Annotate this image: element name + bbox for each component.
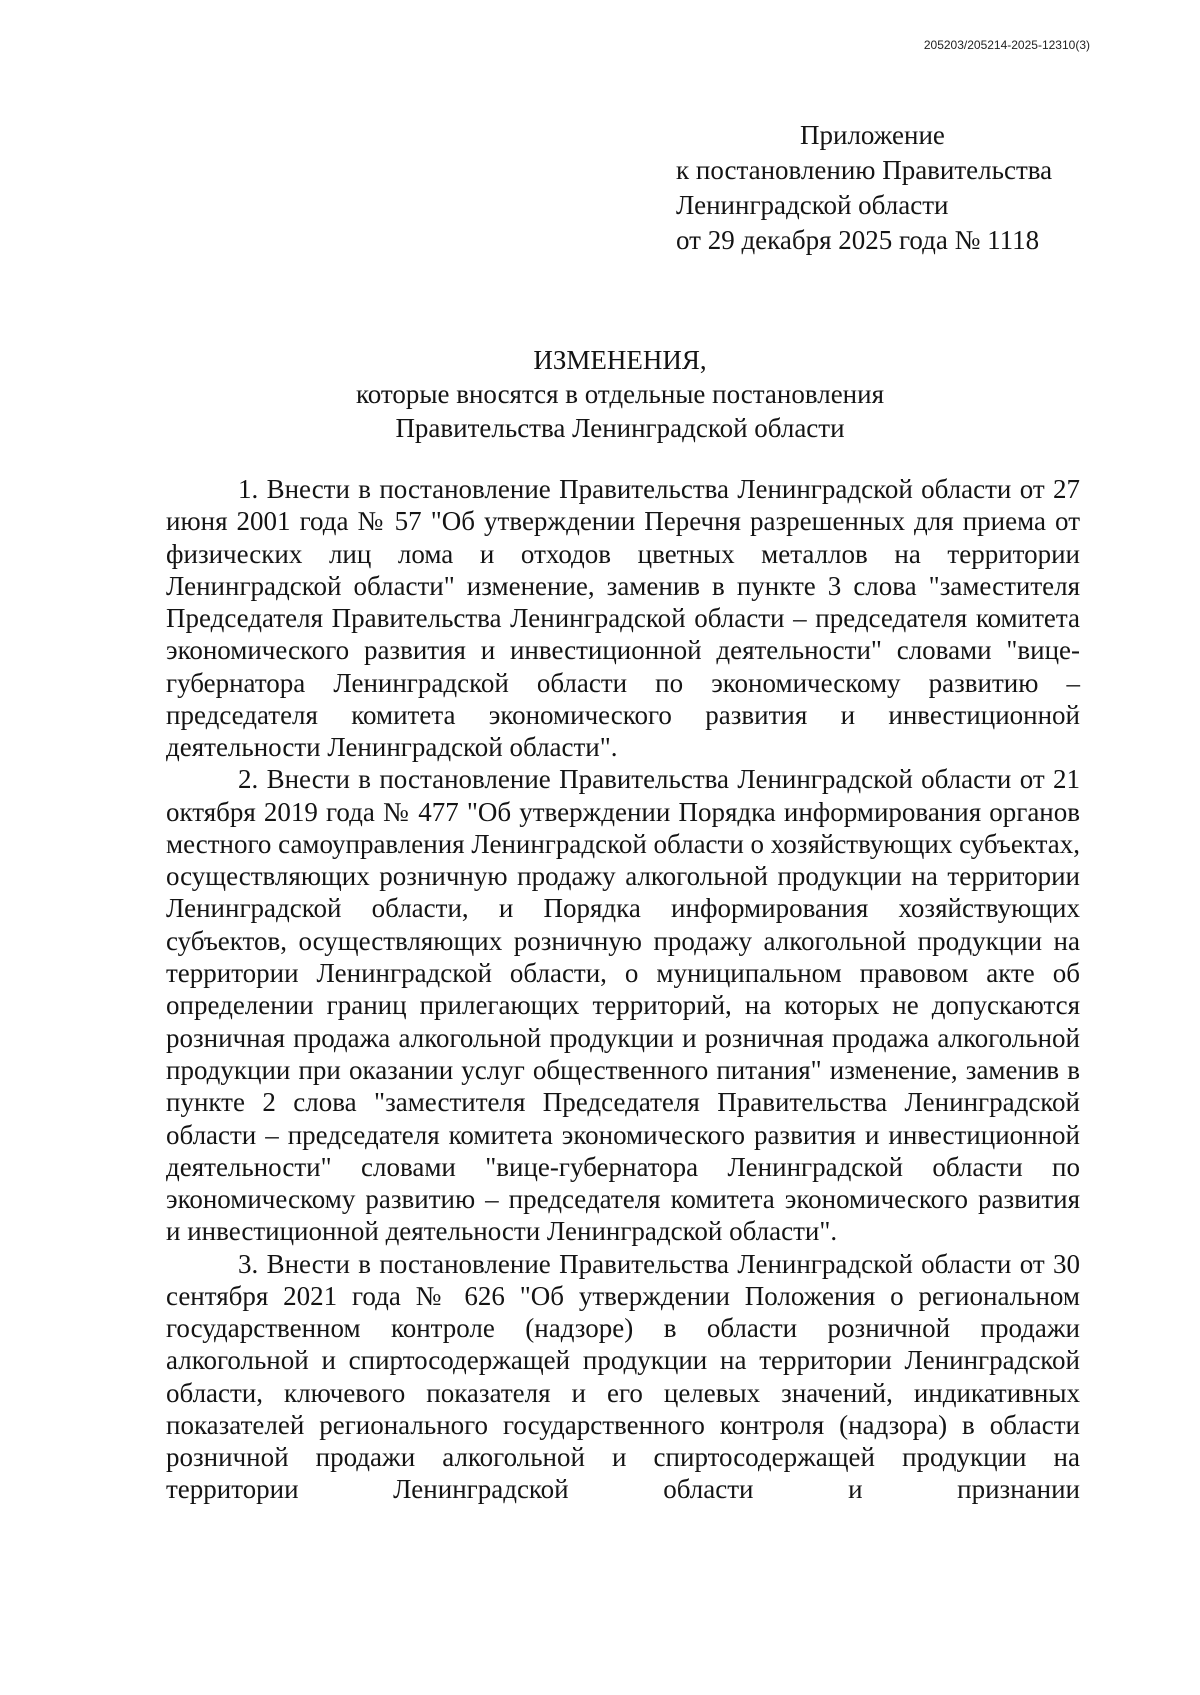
appendix-title: Приложение (800, 120, 945, 150)
appendix-region-line: Ленинградской области (676, 190, 949, 220)
appendix-date-line: от 29 декабря 2025 года № 1118 (676, 225, 1040, 255)
paragraph-2: 2. Внести в постановление Правительства Ленинградской области от 21 октября 2019 года № 477 "Об утверждении Порядка информирования органов местного самоуправления Ленинградской области о хозяйствующих субъектах, осуществляющих розничную продажу алкогольной продукции на территории Ленинградской области, и Порядка информирования хозяйствующих субъектов, осуществляющих розничную продажу алкогольной продукции на территории Ленинградской области, о муниципальном правовом акте об определении границ прилегающих территорий, на которых не допускаются розничная продажа алкогольной продукции и розничная продажа алкогольной продукции при оказании услуг общественного питания" изменение, заменив в пункте 2 слова "заместителя Председателя Правительства Ленинградской области – председателя комитета экономического развития и инвестиционной деятельности" словами "вице-губернатора Ленинградской области по экономическому развитию – председателя комитета экономического развития и инвестиционной деятельности Ленинградской области". (166, 764, 1080, 1247)
paragraph-3: 3. Внести в постановление Правительства Ленинградской области от 30 сентября 2021 года № 626 "Об утверждении Положения о региональном государственном контроле (надзоре) в области розничной продажи алкогольной и спиртосодержащей продукции на территории Ленинградской области, ключевого показателя и его целевых значений, индикативных показателей регионального государственного контроля (надзора) в области розничной продажи алкогольной и спиртосодержащей продукции на территории Ленинградской области и признании (166, 1248, 1080, 1505)
document-title (160, 343, 1080, 445)
appendix-resolution-line: к постановлению Правительства (676, 155, 1053, 185)
document-id: 205203/205214-2025-12310(3) (923, 38, 1090, 52)
title-subtitle-2: Правительства Ленинградской области (395, 413, 845, 443)
paragraph-1: 1. Внести в постановление Правительства Ленинградской области от 27 июня 2001 года № 57 "Об утверждении Перечня разрешенных для приема от физических лиц лома и отходов цветных металлов на территории Ленинградской области" изменение, заменив в пункте 3 слова "заместителя Председателя Правительства Ленинградской области – председателя комитета экономического развития и инвестиционной деятельности" словами "вице-губернатора Ленинградской области по экономическому развитию – председателя комитета экономического развития и инвестиционной деятельности Ленинградской области". (166, 474, 1080, 762)
appendix-block (676, 118, 1052, 258)
document-body (166, 473, 1080, 1506)
title-heading: ИЗМЕНЕНИЯ, (533, 345, 707, 375)
title-subtitle-1: которые вносятся в отдельные постановления (355, 379, 885, 409)
